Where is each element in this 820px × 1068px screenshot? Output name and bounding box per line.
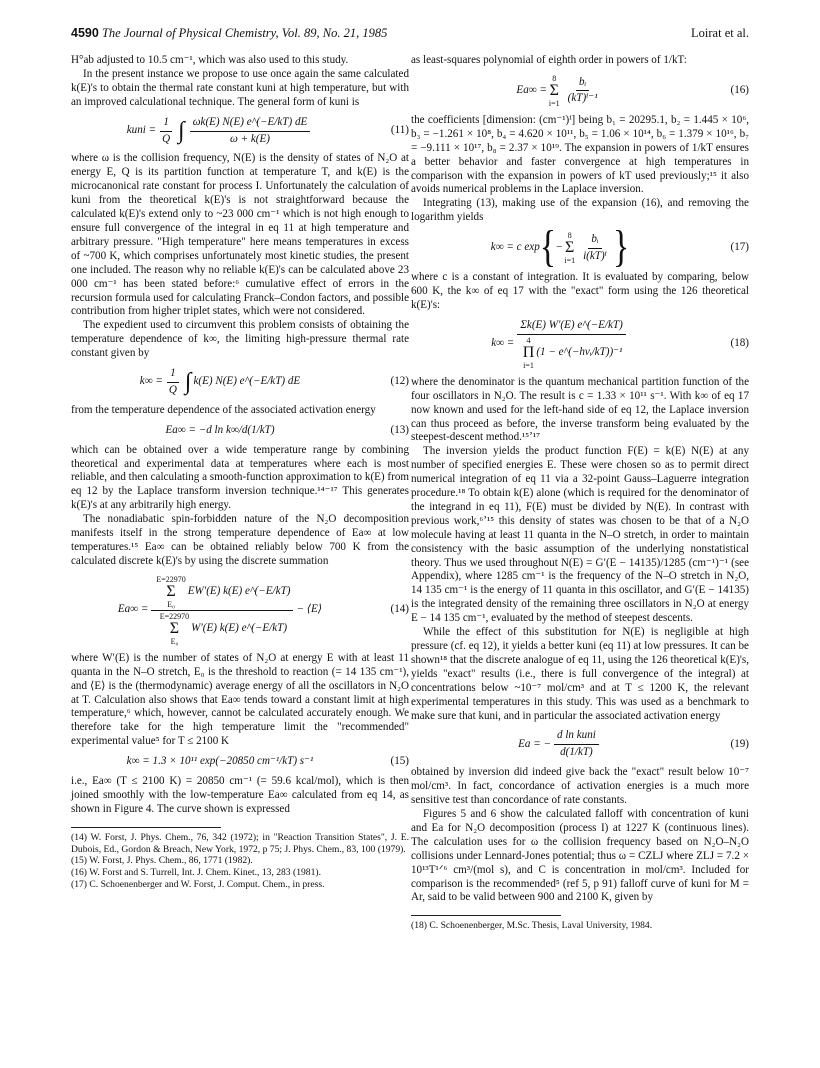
paragraph: In the present instance we propose to use once again the same calculated k(E)'s to obtain the thermal rate constant kuni at high temperature, but with an improved calculational technique. The general form of kuni is — [71, 67, 409, 108]
eq-tail: − ⟨E⟩ — [296, 603, 323, 616]
paragraph: where the denominator is the quantum mechanical partition function of the four oscillators in N₂O. The result is c = 1.33 × 10¹¹ s⁻¹. With k∞ of eq 17 now known and used for the left-hand side of eq 12, the Laplace inversion can thus proceed as before, the inverse transform being evaluated by the steepest-descent method.¹⁵ʼ¹⁷ — [411, 375, 749, 444]
eq-number: (11) — [390, 124, 409, 137]
footnote: (14) W. Forst, J. Phys. Chem., 76, 342 (1972); in "Reaction Transition States", J. E. Dubois, Ed., Gordon & Breach, New York, 1972, p 75; J. Phys. Chem., 83, 100 (1979). — [71, 831, 409, 855]
paragraph: The expedient used to circumvent this problem consists of obtaining the temperature dependence of k∞, the limiting high-pressure thermal rate constant given by — [71, 319, 409, 360]
eq-body: Ea∞ = −d ln k∞/d(1/kT) — [165, 423, 275, 436]
paragraph: While the effect of this substitution for N(E) is negligible at high pressure (cf. eq 12), it yields a better kuni (eq 11) at low pressures. It can be shown¹⁸ that the discrete analogue of eq 11, using the 126 theoretical k(E)'s, yields "exact" results (i.e., there is full convergence of the integral) at concentrations below ~10⁻⁷ mol/cm³ and at T ≤ 1200 K, the relevant experimental temperatures in this study. This was used as a benchmark to make sure that kuni, and in particular the associated activation energy — [411, 626, 749, 722]
eq-fraction: E=22970 Σ E₀ EW′(E) k(E) e^(−E/kT) E=22970 Σ E₀ W′(E) k(E) e^(−E/kT) — [151, 575, 293, 646]
eq-body: k∞ = 1.3 × 10¹¹ exp(−20850 cm⁻¹/kT) s⁻¹ — [126, 755, 314, 768]
eq-lhs: Ea∞ = — [516, 83, 547, 96]
paragraph: H°ab adjusted to 10.5 cm⁻¹, which was also used to this study. — [71, 54, 349, 66]
eq-fraction: $\frac{\omega k(E) N(E) e\^{}(-E/kT) dE}{\omega + k(E)}$ — [190, 116, 311, 147]
eq-lhs: Ea = − — [518, 737, 551, 750]
left-column — [71, 54, 409, 891]
running-header — [71, 26, 749, 44]
eq-coef: $\frac{1}{Q}$ — [162, 115, 171, 145]
eq-fraction: $\frac{\text{d ln kuni}}{d(1/kT)}$ — [554, 729, 599, 760]
eq-lhs: Ea∞ = — [117, 603, 149, 616]
paragraph: i.e., Ea∞ (T ≤ 2100 K) = 20850 cm⁻¹ (= 59.6 kcal/mol), which is then joined smoothly with the low-temperature Ea∞ calculated from eq 14, as shown in Figure 4. The curve shown is expressed — [71, 775, 409, 815]
summation: 8 Σ i=1 — [564, 231, 576, 266]
authors: Loirat et al. — [691, 26, 749, 40]
footnote: (15) W. Forst, J. Phys. Chem., 86, 1771 (1982). — [71, 855, 253, 867]
paragraph: The nonadiabatic spin-forbidden nature of the N₂O decomposition manifests itself in the strong temperature dependence of Ea∞ at low temperatures.¹⁵ Ea∞ can be obtained reliably below 700 K from the calculated discrete k(E)'s by using the discrete summation — [71, 513, 409, 567]
journal-title: The Journal of Physical Chemistry, Vol. 89, No. 21, 1985 — [101, 26, 388, 40]
eq-number: (16) — [730, 83, 749, 96]
eq-lhs: k∞ = — [491, 337, 515, 350]
eq-number: (18) — [730, 337, 749, 350]
equation-14 — [71, 575, 409, 646]
eq-body: k(E) N(E) e^(−E/kT) dE — [193, 375, 301, 388]
paragraph: obtained by inversion did indeed give back the "exact" result below 10⁻⁷ mol/cm³. In fact, concordance of activation energies is a much more sensitive test than concordance of rate constants. — [411, 766, 749, 807]
equation-18 — [411, 319, 749, 370]
paragraph: Figures 5 and 6 show the calculated falloff with concentration of kuni and Ea for N₂O decomposition (process I) at 1227 K (continuous lines). The calculation uses for ω the collision frequency based on N₂O–N₂O collisions under Lennard-Jones potential; thus ω = CZLJ where ZLJ = 7.2 × 10¹³T¹ᐟ⁶ cm³/(mol s), and C is concentration in mol/cm³. Included for comparison is the recommended⁵ (ref 5, p 91) falloff curve of kuni for M = Ar, said to be valid between 900 and 2100 K, given by — [411, 807, 749, 904]
paragraph: as least-squares polynomial of eighth order in powers of 1/kT: — [411, 54, 687, 66]
eq-number: (15) — [390, 755, 409, 768]
footnote: (17) C. Schoenenberger and W. Forst, J. Comput. Chem., in press. — [71, 878, 325, 890]
footnote-rule — [411, 915, 561, 916]
right-column — [411, 54, 749, 932]
paragraph: The inversion yields the product function F(E) = k(E) N(E) at any number of specified energies E. These were chosen so as to permit direct numerical integration of eq 11 via a 32-point Gauss–Laguerre integration procedure.¹⁸ To obtain k(E) alone (which is required for the denominator of the integrand in eq 11), F(E) must be divided by N(E). In contrast with previous work,⁶ʼ¹⁵ this density of states was chosen to be that of a N₂O molecule having at least 11 quanta in the N–O stretch, in order to maintain consistency with the basic assumption of the underlying nonstatistical theory. Thus we used throughout N(E) = G′(E − 14135)/1285 (cm⁻¹)⁻¹ (see Appendix), where 1285 cm⁻¹ is the frequency of the N–O stretch in N₂O, 14 135 cm⁻¹ is the energy of 11 quanta in this oscillator, and G′(E − 14135) is the integrated density of the remaining three oscillators in N₂O at energy E − 14 135 cm⁻¹, evaluated by the method of steepest descents. — [411, 445, 749, 625]
eq-coef: $\frac{1}{Q}$ — [168, 367, 177, 396]
paragraph: where W′(E) is the number of states of N₂O at energy E with at least 11 quanta in the N–O stretch, E₀ is the threshold to reaction (= 14 135 cm⁻¹), and ⟨E⟩ is the (thermodynamic) average energy of all the oscillators in N₂O at T. Calculation also shows that Ea∞ tends toward a constant limit at high temperature,⁶ which, however, cannot be calculated accurately enough. We therefore take for the high temperature limit the "recommended" experimental value⁵ for T ≤ 2100 K — [71, 651, 409, 748]
paragraph: which can be obtained over a wide temperature range by combining theoretical and experimental data at temperatures where each is most reliable, and then calculating a smooth-function approximation to k(E) from eq 12 by the Laplace transform inversion technique.¹⁴⁻¹⁷ This generates k(E)'s at any arbitrarily high energy. — [71, 443, 409, 512]
equation-12 — [71, 367, 409, 398]
integral-sign: ∫ — [178, 118, 185, 145]
summation: 8 Σ i=1 — [548, 73, 560, 108]
paragraph: from the temperature dependence of the associated activation energy — [71, 403, 376, 416]
right-brace: } — [612, 223, 630, 272]
footnote-rule — [71, 827, 221, 828]
paragraph: the coefficients [dimension: (cm⁻¹)ⁱ] being b₁ = 20295.1, b₂ = 1.445 × 10⁶, b₃ = −1.261 × 10⁸, b₄ = 4.620 × 10¹¹, b₅ = 1.06 × 10¹⁴, b₆ = 1.379 × 10¹⁶, b₇ = −9.111 × 10¹⁷, b₈ = 2.37 × 10¹⁹. The expansion in powers of 1/kT ensures a better behavior and faster convergence at high temperatures in comparison with the expansion in powers of kT used previously;¹⁵ it also avoids numerical problems in the Laplace inversion. — [411, 113, 749, 196]
eq-number: (13) — [390, 423, 409, 436]
equation-16 — [411, 74, 749, 108]
eq-lhs: k∞ = — [139, 375, 163, 388]
equation-13 — [71, 424, 409, 438]
equation-17: k∞ = c exp { − 8 Σ i=1 $\frac{\text{bᵢ}}{\text{i(kT)ⁱ}}$ } (17) — [490, 223, 749, 272]
integral-sign: ∫ — [184, 369, 192, 396]
footnote: (16) W. Forst and S. Turrell, Int. J. Chem. Kinet., 13, 283 (1981). — [71, 867, 321, 879]
eq-lhs: kuni = — [126, 124, 157, 137]
equation-11 — [71, 116, 409, 147]
eq-fraction: $\frac{\text{bᵢ}}{\text{(kT)ⁱ⁻¹}}$ — [567, 75, 598, 105]
footnotes — [71, 832, 409, 891]
equation-19 — [411, 729, 749, 760]
eq-fraction: Σk(E) W′(E) e^(−E/kT) 4 Π i=1 (1 − e^(−hνᵢ/kT))⁻¹ — [517, 319, 626, 370]
eq-number: (19) — [730, 737, 749, 750]
paragraph: where ω is the collision frequency, N(E) is the density of states of N₂O at energy E, Q is its partition function at temperature T, and k(E) is the microcanonical rate constant for process I. Unfortunately the calculation of kuni from the theoretical k(E)'s is not straightforward because the calculated k(E)'s extend only to ~23 000 cm⁻¹ which is not high enough to ensure full convergence of the integral in eq 11 at high temperature and arbitrary pressure. "High temperature" here means temperatures in excess of ~700 K, which comprises unfortunately most kinetic studies, the present one included. The reason why no reliable k(E)'s can be calculated above 23 000 cm⁻¹ has been stated before:⁶ cumulative effect of errors in the recursion formula used for calculating Franck–Condon factors, and possible contribution from higher triplet states, which were not considered. — [71, 152, 409, 318]
left-brace: { — [539, 223, 557, 272]
footnote: (18) C. Schoenenberger, M.Sc. Thesis, Laval University, 1984. — [411, 920, 653, 932]
eq-number: (17) — [730, 241, 749, 254]
eq-fraction: $\frac{\text{bᵢ}}{\text{i(kT)ⁱ}}$ — [583, 232, 607, 262]
page-number: 4590 — [71, 26, 99, 40]
eq-number: (12) — [390, 375, 409, 388]
eq-number: (14) — [390, 603, 409, 616]
footnotes — [411, 920, 749, 932]
equation-15 — [71, 755, 409, 769]
paragraph: Integrating (13), making use of the expansion (16), and removing the logarithm yields — [411, 197, 749, 224]
eq-lhs: k∞ = c exp — [490, 241, 540, 254]
paragraph: where c is a constant of integration. It is evaluated by comparing, below 600 K, the k∞ of eq 17 with the "exact" form using the 126 theoretical k(E)'s: — [411, 271, 749, 311]
